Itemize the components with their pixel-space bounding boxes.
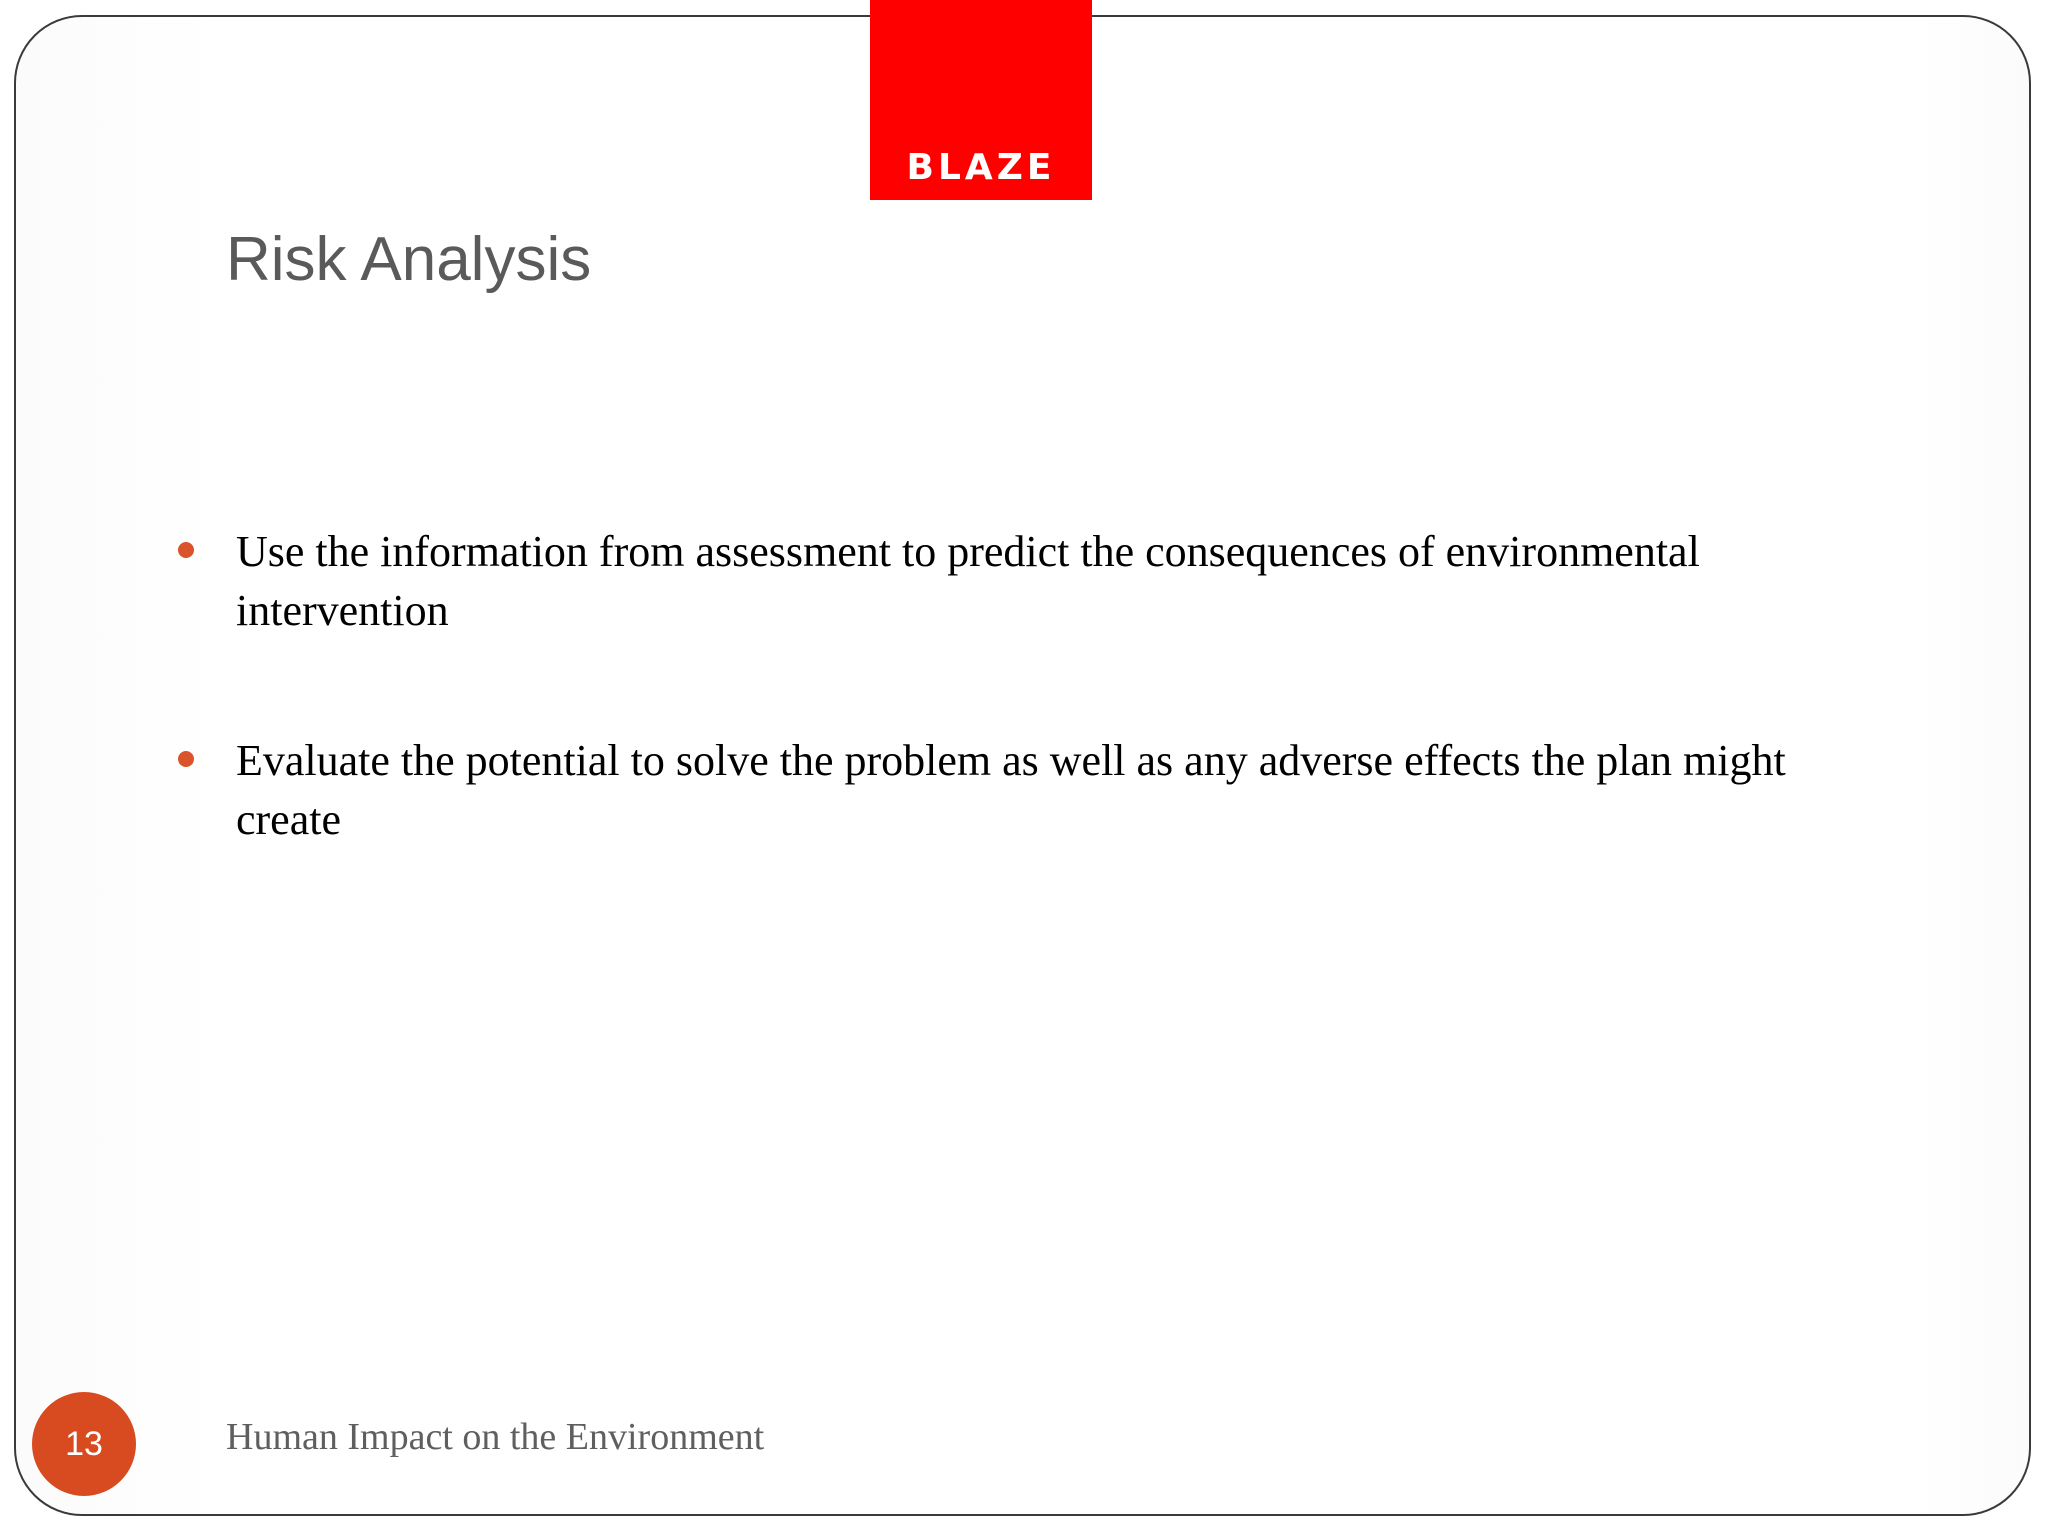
bullet-text: Use the information from assessment to predict the consequences of environmental intervention	[236, 527, 1700, 635]
bullet-item	[170, 731, 1890, 849]
footer-text: Human Impact on the Environment	[226, 1416, 765, 1458]
page-number-badge: 13	[32, 1392, 136, 1496]
bullet-list	[170, 522, 1890, 940]
bullet-dot-icon	[178, 751, 194, 767]
logo-text: BLAZE	[906, 147, 1056, 188]
bullet-dot-icon	[178, 542, 194, 558]
bullet-item	[170, 522, 1890, 640]
blaze-logo	[870, 0, 1092, 200]
slide-title: Risk Analysis	[226, 225, 592, 294]
bullet-text: Evaluate the potential to solve the problem as well as any adverse effects the plan might create	[236, 736, 1786, 844]
